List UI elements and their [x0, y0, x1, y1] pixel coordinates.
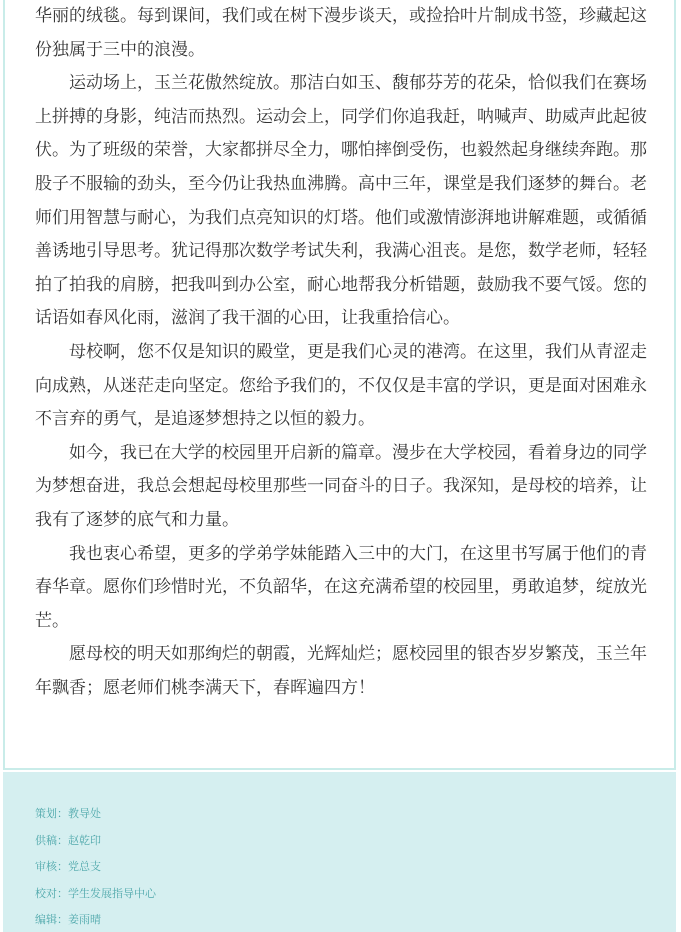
article-paragraph: 运动场上，玉兰花傲然绽放。那洁白如玉、馥郁芬芳的花朵，恰似我们在赛场上拼搏的身影，纯洁而热烈。运动会上，同学们你追我赶，呐喊声、助威声此起彼伏。为了班级的荣誉，大家都拼尽全力，哪怕摔倒受伤，也毅然起身继续奔跑。那股子不服输的劲头，至今仍让我热血沸腾。高中三年，课堂是我们逐梦的舞台。老师们用智慧与耐心，为我们点亮知识的灯塔。他们或激情澎湃地讲解难题，或循循善诱地引导思考。犹记得那次数学考试失利，我满心沮丧。是您，数学老师，轻轻拍了拍我的肩膀，把我叫到办公室，耐心地帮我分析错题，鼓励我不要气馁。您的话语如春风化雨，滋润了我干涸的心田，让我重拾信心。 [35, 73, 647, 329]
credit-value: 学生发展指导中心 [68, 886, 156, 900]
article-paragraph: 我也衷心希望，更多的学弟学妹能踏入三中的大门，在这里书写属于他们的青春华章。愿你们珍惜时光，不负韶华，在这充满希望的校园里，勇敢追梦，绽放光芒。 [35, 543, 647, 631]
credit-separator: ： [57, 833, 68, 847]
credit-label: 校对 [35, 886, 57, 900]
credit-value: 赵乾印 [68, 833, 101, 847]
article-paragraph: 愿母校的明天如那绚烂的朝霞，光辉灿烂；愿校园里的银杏岁岁繁茂，玉兰年年飘香；愿老师们桃李满天下，春晖遍四方！ [35, 644, 647, 698]
credit-value: 党总支 [68, 860, 101, 873]
credit-label: 策划 [35, 807, 57, 820]
credits-footer [3, 772, 676, 932]
credit-separator: ： [57, 913, 68, 926]
credit-label: 审核 [35, 860, 57, 873]
credit-separator: ： [57, 860, 68, 873]
credit-label: 供稿 [35, 833, 57, 847]
article-paragraph: 华丽的绒毯。每到课间，我们或在树下漫步谈天，或捡拾叶片制成书签，珍藏起这份独属于三中的浪漫。 [35, 6, 647, 60]
credit-value: 教导处 [68, 807, 101, 820]
article-body [35, 0, 647, 705]
credit-label: 编辑 [35, 913, 57, 926]
credit-value: 姜雨晴 [68, 913, 101, 926]
credits-list [35, 801, 156, 932]
credit-separator: ： [57, 807, 68, 820]
credit-planning [35, 801, 156, 828]
credit-editor [35, 907, 156, 932]
credit-reviewer [35, 854, 156, 881]
credit-proofreader [35, 881, 156, 908]
article-paragraph: 如今，我已在大学的校园里开启新的篇章。漫步在大学校园，看着身边的同学为梦想奋进，我总会想起母校里那些一同奋斗的日子。我深知，是母校的培养，让我有了逐梦的底气和力量。 [35, 442, 647, 530]
article-card [3, 0, 676, 770]
article-paragraph: 母校啊，您不仅是知识的殿堂，更是我们心灵的港湾。在这里，我们从青涩走向成熟，从迷茫走向坚定。您给予我们的，不仅仅是丰富的学识，更是面对困难永不言弃的勇气，是追逐梦想持之以恒的毅力。 [35, 341, 647, 430]
credit-separator: ： [57, 886, 68, 900]
credit-contributor [35, 828, 156, 855]
